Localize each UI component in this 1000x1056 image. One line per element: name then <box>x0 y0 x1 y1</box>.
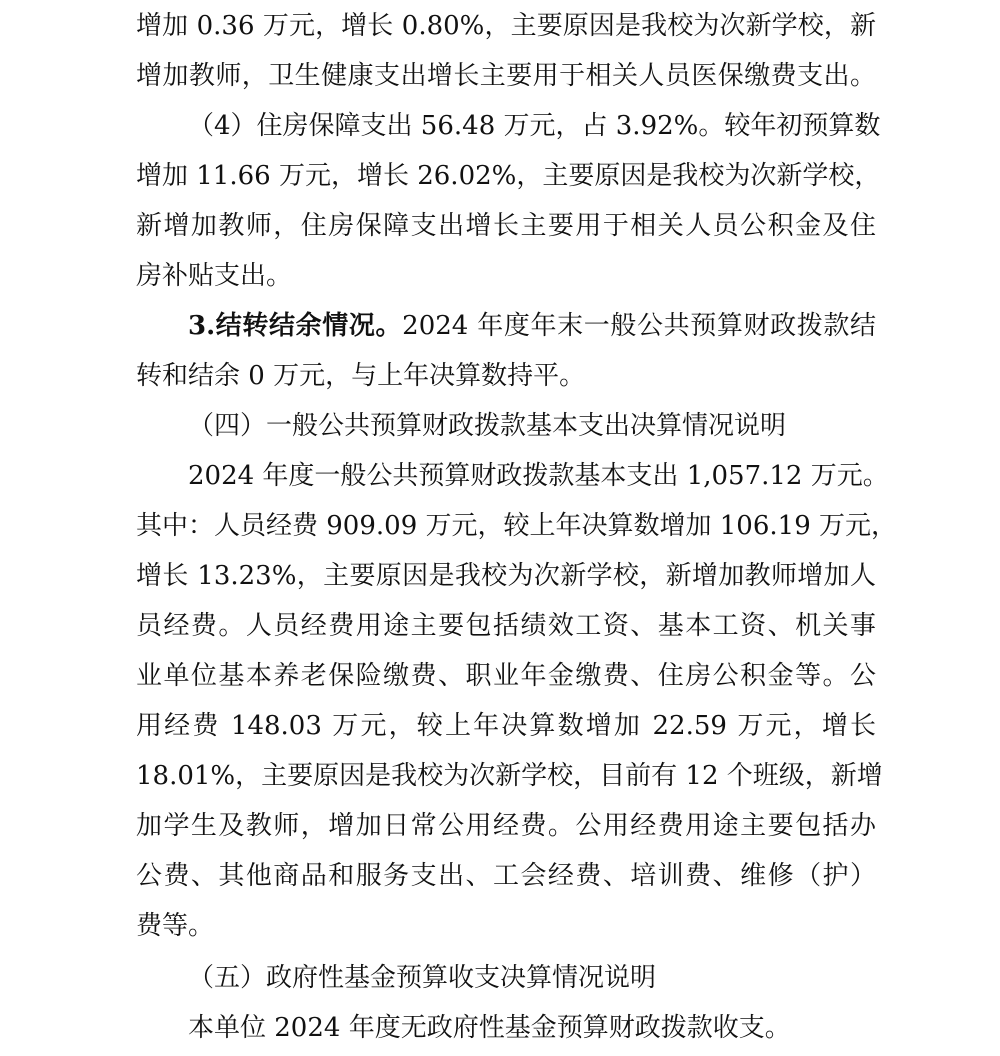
paragraph-line: 其中：人员经费 909.09 万元，较上年决算数增加 106.19 万元， <box>136 511 898 541</box>
paragraph-line: 用经费 148.03 万元，较上年决算数增加 22.59 万元，增长 <box>136 711 876 741</box>
paragraph-line: （4）住房保障支出 56.48 万元，占 3.92%。较年初预算数 <box>188 111 881 141</box>
paragraph-line: 费等。 <box>136 911 215 941</box>
carryover-paragraph <box>188 304 876 348</box>
paragraph-line: 增加 0.36 万元，增长 0.80%，主要原因是我校为次新学校，新 <box>136 11 876 41</box>
paragraph-line: 增长 13.23%，主要原因是我校为次新学校，新增加教师增加人 <box>136 561 876 591</box>
paragraph-line: 18.01%，主要原因是我校为次新学校，目前有 12 个班级，新增 <box>136 761 883 791</box>
paragraph-line: 本单位 2024 年度无政府性基金预算财政拨款收支。 <box>188 1013 791 1043</box>
paragraph-line: 新增加教师，住房保障支出增长主要用于相关人员公积金及住 <box>136 211 876 241</box>
paragraph-line: 员经费。人员经费用途主要包括绩效工资、基本工资、机关事 <box>136 611 876 641</box>
paragraph-line: 转和结余 0 万元，与上年决算数持平。 <box>136 361 586 391</box>
paragraph-line: 加学生及教师，增加日常公用经费。公用经费用途主要包括办 <box>136 811 876 841</box>
carryover-label: 3.结转结余情况。 <box>188 311 403 341</box>
paragraph-line: 增加 11.66 万元，增长 26.02%，主要原因是我校为次新学校， <box>136 161 881 191</box>
section-heading-5: （五）政府性基金预算收支决算情况说明 <box>188 963 657 993</box>
paragraph-line: 2024 年度一般公共预算财政拨款基本支出 1,057.12 万元。 <box>188 461 889 491</box>
section-heading-4: （四）一般公共预算财政拨款基本支出决算情况说明 <box>188 411 787 441</box>
carryover-text: 2024 年度年末一般公共预算财政拨款结 <box>402 311 876 341</box>
paragraph-line: 业单位基本养老保险缴费、职业年金缴费、住房公积金等。公 <box>136 661 876 691</box>
paragraph-line: 增加教师，卫生健康支出增长主要用于相关人员医保缴费支出。 <box>136 61 876 91</box>
paragraph-line: 公费、其他商品和服务支出、工会经费、培训费、维修（护） <box>136 861 876 891</box>
paragraph-line: 房补贴支出。 <box>136 261 293 291</box>
